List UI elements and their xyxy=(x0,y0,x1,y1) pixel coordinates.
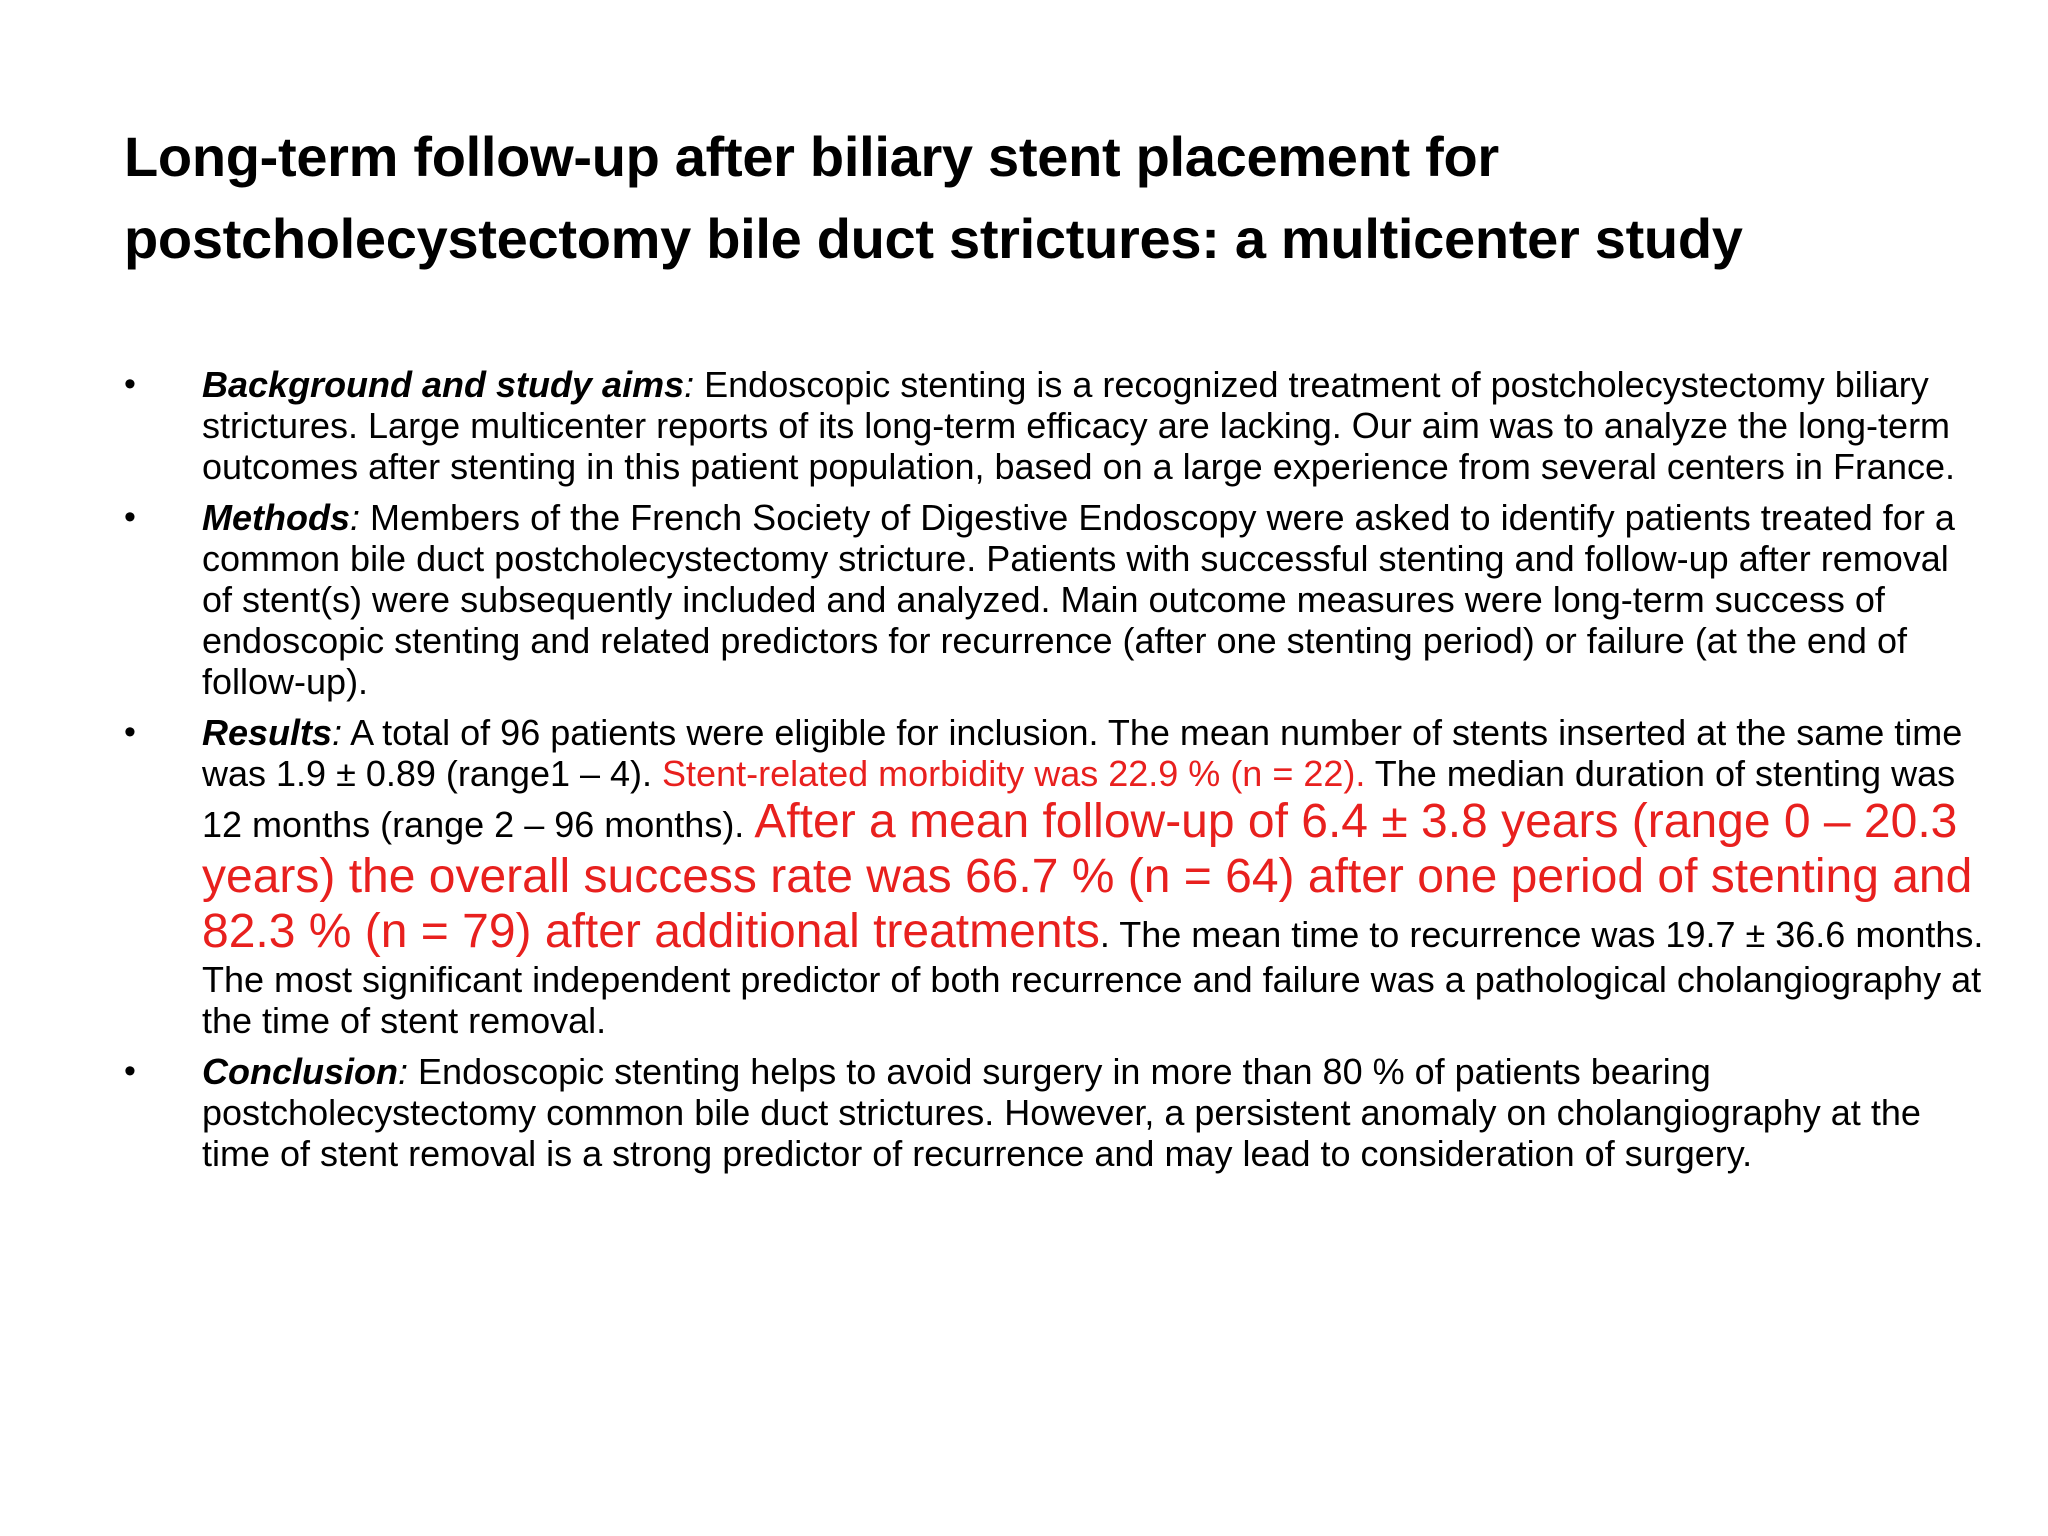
background-heading: Background and study aims xyxy=(202,364,685,405)
background-text: Endoscopic stenting is a recognized treatment of postcholecystectomy biliary strictures. Large multicenter reports of its long-term efficacy are lacking. Our aim was to analyze the long-term outcomes after stenting in this patient population, based on a large experience from several centers in France. xyxy=(202,364,1955,487)
bullet-results xyxy=(124,712,1984,1041)
results-morbidity-highlight: Stent-related morbidity was 22.9 % (n = 22). xyxy=(662,753,1366,794)
bullet-icon: • xyxy=(124,365,136,403)
title-line-1: Long-term follow-up after biliary stent placement for xyxy=(124,125,1499,188)
results-text-1: A total of 96 patients were eligible for inclusion. The mean number of stents inserted at the same time was 1.9 ± 0.89 (range1 – 4). xyxy=(202,712,1963,794)
results-text-2: The median duration of stenting was 12 months (range 2 – 96 months). xyxy=(202,753,1956,845)
bullet-icon: • xyxy=(124,713,136,751)
bullet-conclusion xyxy=(124,1051,1984,1174)
results-heading: Results xyxy=(202,712,333,753)
methods-heading: Methods xyxy=(202,497,350,538)
slide-title xyxy=(124,116,1944,280)
bullet-icon: • xyxy=(124,498,136,536)
colon: : xyxy=(398,1051,409,1092)
colon: : xyxy=(350,497,361,538)
bullet-background xyxy=(124,364,1984,487)
results-text-3: . The mean time to recurrence was 19.7 ± 36.6 months. The most significant independent predictor of both recurrence and failure was a pathological cholangiography at the time of stent removal. xyxy=(202,914,1984,1041)
bullet-icon: • xyxy=(124,1052,136,1090)
colon: : xyxy=(684,364,695,405)
abstract-bullet-list xyxy=(124,364,1984,1184)
conclusion-heading: Conclusion xyxy=(202,1051,398,1092)
conclusion-text: Endoscopic stenting helps to avoid surgery in more than 80 % of patients bearing postcholecystectomy common bile duct strictures. However, a persistent anomaly on cholangiography at the time of stent removal is a strong predictor of recurrence and may lead to consideration of surgery. xyxy=(202,1051,1921,1174)
results-success-rate-highlight: After a mean follow-up of 6.4 ± 3.8 years (range 0 – 20.3 years) the overall success rate was 66.7 % (n = 64) after one period of stenting and 82.3 % (n = 79) after additional treatments xyxy=(202,795,1973,958)
bullet-methods xyxy=(124,497,1984,702)
colon: : xyxy=(332,712,343,753)
methods-text: Members of the French Society of Digestive Endoscopy were asked to identify patients treated for a common bile duct postcholecystectomy stricture. Patients with successful stenting and follow-up after removal of stent(s) were subsequently included and analyzed. Main outcome measures were long-term success of endoscopic stenting and related predictors for recurrence (after one stenting period) or failure (at the end of follow-up). xyxy=(202,497,1955,702)
title-line-2: postcholecystectomy bile duct strictures: a multicenter study xyxy=(124,207,1743,270)
